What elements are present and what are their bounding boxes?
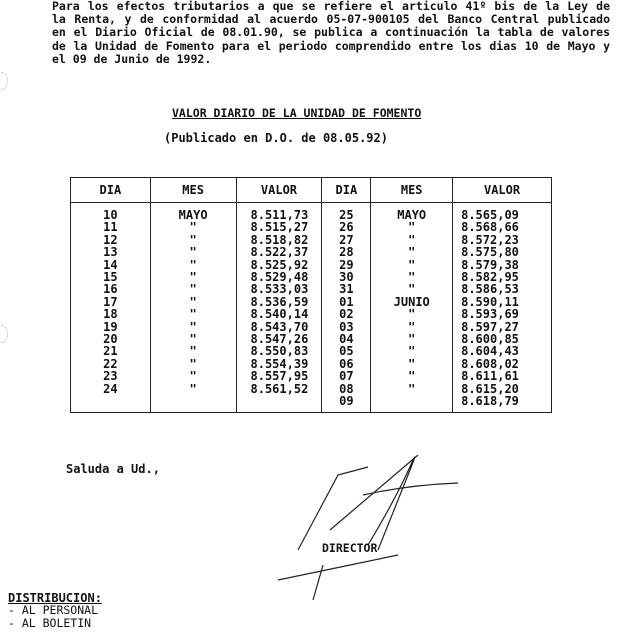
cell-dia: 14 [71, 259, 151, 271]
cell-valor: 8.529,48 [236, 271, 322, 283]
cell-mes-2: " [371, 234, 453, 246]
cell-dia: 23 [71, 370, 151, 382]
table-row [71, 395, 552, 412]
cell-valor: 8.543,70 [236, 321, 322, 333]
cell-mes-2: " [371, 259, 453, 271]
cell-valor: 8.547,26 [236, 333, 322, 345]
cell-valor: 8.518,82 [236, 234, 322, 246]
cell-dia-2: 07 [322, 370, 371, 382]
cell-dia: 15 [71, 271, 151, 283]
cell-dia-2: 31 [322, 283, 371, 295]
cell-dia-2: 08 [322, 383, 371, 395]
cell-mes: " [150, 283, 236, 295]
cell-dia-2: 02 [322, 308, 371, 320]
cell-mes: " [150, 358, 236, 370]
cell-valor-2: 8.572,23 [453, 234, 552, 246]
table-row [71, 370, 552, 382]
cell-dia-2: 25 [322, 203, 371, 222]
cell-mes-2: " [371, 283, 453, 295]
cell-dia-2: 29 [322, 259, 371, 271]
header-valor-2: VALOR [453, 178, 552, 203]
cell-mes: " [150, 296, 236, 308]
cell-valor-2: 8.615,20 [453, 383, 552, 395]
cell-mes: " [150, 234, 236, 246]
punch-hole-top [0, 72, 8, 90]
cell-dia: 11 [71, 221, 151, 233]
cell-valor: 8.525,92 [236, 259, 322, 271]
cell-valor: 8.536,59 [236, 296, 322, 308]
cell-dia: 18 [71, 308, 151, 320]
cell-valor-2: 8.579,38 [453, 259, 552, 271]
table-subtitle: (Publicado en D.O. de 08.05.92) [164, 131, 388, 145]
cell-valor: 8.533,03 [236, 283, 322, 295]
header-dia-2: DIA [322, 178, 371, 203]
signature [268, 455, 468, 605]
cell-mes-2: " [371, 321, 453, 333]
cell-mes-2: " [371, 308, 453, 320]
cell-dia-2: 03 [322, 321, 371, 333]
cell-dia-2: 09 [322, 395, 371, 412]
table-row [71, 246, 552, 258]
cell-valor: 8.522,37 [236, 246, 322, 258]
cell-mes-2: JUNIO [371, 296, 453, 308]
cell-mes-2: " [371, 221, 453, 233]
cell-valor-2: 8.611,61 [453, 370, 552, 382]
cell-valor: 8.511,73 [236, 203, 322, 222]
intro-paragraph: Para los efectos tributarios a que se refiere el articulo 41º bis de la Ley de la Renta, y de conformidad al acuerdo 05-07-900105 del Banco Central publicado en el Diario Oficial de 08.01.90, se publica a continuación la tabla de valores de la Unidad de Fomento para el periodo comprendido entre los dias 10 de Mayo y el 09 de Junio de 1992. [52, 0, 617, 66]
cell-dia-2: 04 [322, 333, 371, 345]
table-row [71, 345, 552, 357]
cell-valor-2: 8.604,43 [453, 345, 552, 357]
cell-dia-2: 01 [322, 296, 371, 308]
cell-valor-2: 8.590,11 [453, 296, 552, 308]
cell-valor: 8.540,14 [236, 308, 322, 320]
table-title: VALOR DIARIO DE LA UNIDAD DE FOMENTO [172, 106, 422, 120]
cell-mes: " [150, 370, 236, 382]
cell-mes-2: " [371, 246, 453, 258]
header-mes-2: MES [371, 178, 453, 203]
header-valor: VALOR [236, 178, 322, 203]
cell-dia-2: 26 [322, 221, 371, 233]
cell-dia-2: 30 [322, 271, 371, 283]
cell-dia: 22 [71, 358, 151, 370]
uf-values-table [70, 177, 552, 413]
cell-mes: " [150, 308, 236, 320]
cell-valor-2: 8.593,69 [453, 308, 552, 320]
table-row [71, 221, 552, 233]
cell-valor-2: 8.597,27 [453, 321, 552, 333]
cell-mes: " [150, 221, 236, 233]
distribution-list [8, 604, 98, 629]
cell-valor-2: 8.568,66 [453, 221, 552, 233]
cell-mes-2 [371, 395, 453, 412]
cell-mes: " [150, 259, 236, 271]
distribution-title: DISTRIBUCION: [8, 591, 102, 605]
cell-mes [150, 395, 236, 412]
cell-valor-2: 8.618,79 [453, 395, 552, 412]
cell-dia-2: 05 [322, 345, 371, 357]
cell-mes-2: " [371, 358, 453, 370]
cell-dia [71, 395, 151, 412]
cell-valor-2: 8.565,09 [453, 203, 552, 222]
cell-valor-2: 8.608,02 [453, 358, 552, 370]
cell-mes: MAYO [150, 203, 236, 222]
cell-mes-2: " [371, 383, 453, 395]
cell-valor: 8.515,27 [236, 221, 322, 233]
cell-mes: " [150, 271, 236, 283]
cell-dia: 12 [71, 234, 151, 246]
table-row [71, 308, 552, 320]
cell-mes: " [150, 246, 236, 258]
cell-dia: 19 [71, 321, 151, 333]
cell-valor-2: 8.586,53 [453, 283, 552, 295]
table-header-row [71, 178, 552, 203]
cell-valor: 8.550,83 [236, 345, 322, 357]
cell-mes-2: " [371, 345, 453, 357]
closing-salutation: Saluda a Ud., [66, 462, 160, 476]
cell-dia: 10 [71, 203, 151, 222]
cell-dia-2: 27 [322, 234, 371, 246]
table-row [71, 203, 552, 222]
cell-valor-2: 8.575,80 [453, 246, 552, 258]
table-row [71, 283, 552, 295]
cell-mes-2: MAYO [371, 203, 453, 222]
distribution-item: - AL BOLETIN [8, 615, 92, 630]
distribution-item: - AL PERSONAL [8, 603, 99, 617]
cell-dia: 13 [71, 246, 151, 258]
cell-mes-2: " [371, 271, 453, 283]
cell-dia: 17 [71, 296, 151, 308]
cell-valor: 8.561,52 [236, 383, 322, 395]
cell-valor-2: 8.582,95 [453, 271, 552, 283]
cell-mes-2: " [371, 370, 453, 382]
header-mes: MES [150, 178, 236, 203]
cell-mes: " [150, 333, 236, 345]
cell-mes-2: " [371, 333, 453, 345]
cell-valor [236, 395, 322, 412]
punch-hole-middle [0, 325, 8, 343]
cell-mes: " [150, 345, 236, 357]
table-body [71, 203, 552, 413]
cell-dia: 24 [71, 383, 151, 395]
cell-dia: 16 [71, 283, 151, 295]
signer-title: DIRECTOR [322, 541, 378, 555]
cell-dia: 21 [71, 345, 151, 357]
cell-valor-2: 8.600,85 [453, 333, 552, 345]
header-dia: DIA [71, 178, 151, 203]
cell-valor: 8.554,39 [236, 358, 322, 370]
cell-valor: 8.557,95 [236, 370, 322, 382]
cell-dia-2: 06 [322, 358, 371, 370]
cell-dia: 20 [71, 333, 151, 345]
cell-mes: " [150, 321, 236, 333]
cell-dia-2: 28 [322, 246, 371, 258]
cell-mes: " [150, 383, 236, 395]
